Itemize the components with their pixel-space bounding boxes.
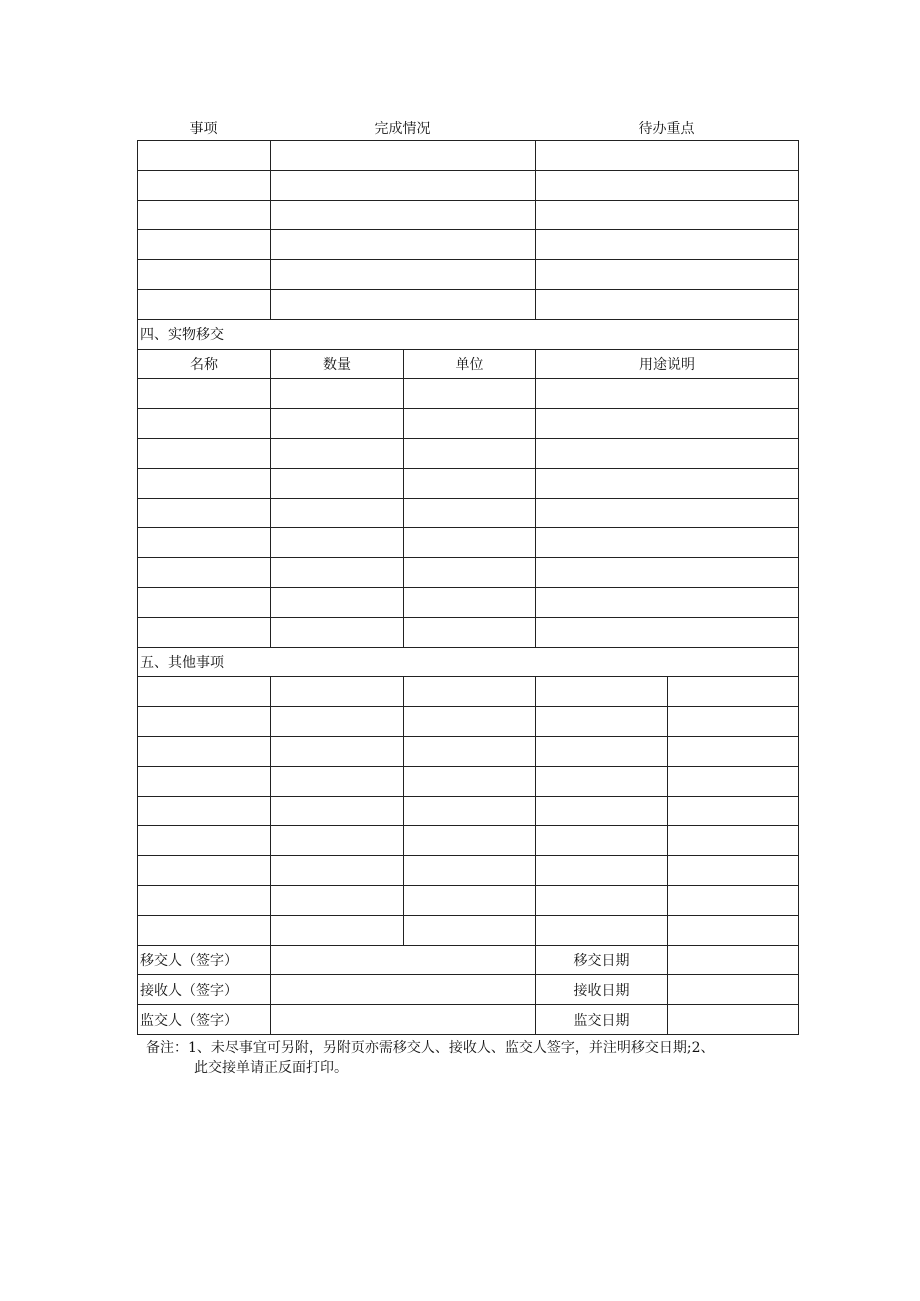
other-cell[interactable] (138, 766, 271, 796)
item-cell[interactable] (138, 587, 271, 617)
other-cell[interactable] (536, 885, 668, 915)
table-row (138, 677, 799, 707)
other-cell[interactable] (271, 856, 404, 886)
other-cell[interactable] (404, 856, 536, 886)
item-cell[interactable] (271, 379, 404, 409)
table-row (138, 915, 799, 945)
other-cell[interactable] (668, 915, 799, 945)
work-cell[interactable] (536, 289, 799, 319)
other-cell[interactable] (536, 677, 668, 707)
item-cell[interactable] (404, 468, 536, 498)
table-row (138, 587, 799, 617)
section-row (138, 319, 799, 349)
item-cell[interactable] (271, 617, 404, 647)
item-cell[interactable] (138, 379, 271, 409)
header-item: 事项 (189, 121, 218, 137)
header-completion: 完成情况 (374, 121, 431, 137)
work-cell[interactable] (536, 170, 799, 200)
other-cell[interactable] (668, 736, 799, 766)
other-cell[interactable] (271, 885, 404, 915)
remark-line-1: 备注：1、未尽事宜可另附，另附页亦需移交人、接收人、监交人签字，并注明移交日期;2、 (146, 1040, 715, 1056)
item-cell[interactable] (271, 409, 404, 439)
header-name: 名称 (138, 349, 271, 379)
other-cell[interactable] (271, 796, 404, 826)
other-cell[interactable] (536, 796, 668, 826)
header-unit: 单位 (404, 349, 536, 379)
item-cell[interactable] (536, 617, 799, 647)
remark-note (146, 1038, 806, 1078)
item-cell[interactable] (536, 498, 799, 528)
table-row (138, 826, 799, 856)
item-cell[interactable] (536, 528, 799, 558)
other-cell[interactable] (668, 885, 799, 915)
item-cell[interactable] (138, 558, 271, 588)
signature-row (138, 945, 799, 975)
table-row (138, 468, 799, 498)
receiver-signature-field[interactable] (271, 975, 536, 1005)
section-title-physical-transfer: 四、实物移交 (138, 319, 799, 349)
table-row (138, 528, 799, 558)
item-cell[interactable] (271, 468, 404, 498)
receiver-label: 接收人（签字） (138, 975, 271, 1005)
table-row (138, 558, 799, 588)
header-row (138, 349, 799, 379)
other-cell[interactable] (668, 677, 799, 707)
other-cell[interactable] (271, 915, 404, 945)
other-cell[interactable] (404, 736, 536, 766)
transfer-date-field[interactable] (668, 945, 799, 975)
item-cell[interactable] (138, 468, 271, 498)
work-cell[interactable] (536, 260, 799, 290)
work-cell[interactable] (271, 260, 536, 290)
work-cell[interactable] (138, 289, 271, 319)
item-cell[interactable] (536, 587, 799, 617)
work-cell[interactable] (536, 141, 799, 171)
other-cell[interactable] (271, 826, 404, 856)
item-cell[interactable] (404, 558, 536, 588)
table-row (138, 289, 799, 319)
other-cell[interactable] (404, 796, 536, 826)
other-cell[interactable] (536, 915, 668, 945)
table-row (138, 230, 799, 260)
work-cell[interactable] (138, 170, 271, 200)
work-cell[interactable] (138, 200, 271, 230)
item-cell[interactable] (138, 438, 271, 468)
other-cell[interactable] (536, 736, 668, 766)
work-cell[interactable] (271, 141, 536, 171)
item-cell[interactable] (138, 498, 271, 528)
item-cell[interactable] (138, 528, 271, 558)
other-cell[interactable] (404, 915, 536, 945)
table-row (138, 200, 799, 230)
table-row (138, 707, 799, 737)
item-cell[interactable] (138, 617, 271, 647)
receive-date-field[interactable] (668, 975, 799, 1005)
table-row (138, 796, 799, 826)
work-cell[interactable] (271, 289, 536, 319)
other-cell[interactable] (138, 856, 271, 886)
other-cell[interactable] (536, 707, 668, 737)
other-cell[interactable] (668, 826, 799, 856)
work-cell[interactable] (536, 200, 799, 230)
other-cell[interactable] (404, 885, 536, 915)
other-cell[interactable] (271, 707, 404, 737)
other-cell[interactable] (138, 677, 271, 707)
other-cell[interactable] (138, 826, 271, 856)
table-row (138, 141, 799, 171)
header-pending: 待办重点 (638, 121, 695, 137)
transfer-date-label: 移交日期 (536, 945, 668, 975)
other-cell[interactable] (138, 707, 271, 737)
other-cell[interactable] (536, 826, 668, 856)
other-cell[interactable] (138, 915, 271, 945)
work-cell[interactable] (271, 200, 536, 230)
item-cell[interactable] (271, 587, 404, 617)
item-cell[interactable] (404, 528, 536, 558)
work-cell[interactable] (138, 141, 271, 171)
other-cell[interactable] (668, 707, 799, 737)
signature-row (138, 975, 799, 1005)
item-cell[interactable] (536, 438, 799, 468)
item-cell[interactable] (138, 409, 271, 439)
work-cell[interactable] (271, 170, 536, 200)
supervisor-signature-field[interactable] (271, 1005, 536, 1035)
item-cell[interactable] (404, 379, 536, 409)
other-cell[interactable] (404, 677, 536, 707)
other-cell[interactable] (536, 856, 668, 886)
handover-table (137, 140, 799, 1035)
work-cell[interactable] (536, 230, 799, 260)
other-cell[interactable] (271, 677, 404, 707)
other-cell[interactable] (404, 826, 536, 856)
item-cell[interactable] (404, 409, 536, 439)
remark-line-2: 此交接单请正反面打印。 (194, 1060, 348, 1076)
item-cell[interactable] (404, 587, 536, 617)
section-title-other-items: 五、其他事项 (138, 647, 799, 677)
table-row (138, 260, 799, 290)
transferor-label: 移交人（签字） (138, 945, 271, 975)
item-cell[interactable] (271, 498, 404, 528)
supervisor-label: 监交人（签字） (138, 1005, 271, 1035)
other-cell[interactable] (668, 766, 799, 796)
other-cell[interactable] (271, 736, 404, 766)
table-row (138, 856, 799, 886)
other-cell[interactable] (138, 885, 271, 915)
table-row (138, 498, 799, 528)
header-quantity: 数量 (271, 349, 404, 379)
table-row (138, 379, 799, 409)
item-cell[interactable] (404, 498, 536, 528)
item-cell[interactable] (404, 438, 536, 468)
supervise-date-field[interactable] (668, 1005, 799, 1035)
receive-date-label: 接收日期 (536, 975, 668, 1005)
transferor-signature-field[interactable] (271, 945, 536, 975)
table-row (138, 409, 799, 439)
other-cell[interactable] (668, 796, 799, 826)
table-row (138, 736, 799, 766)
other-cell[interactable] (138, 736, 271, 766)
item-cell[interactable] (536, 379, 799, 409)
header-usage: 用途说明 (536, 349, 799, 379)
table-row (138, 170, 799, 200)
other-cell[interactable] (138, 796, 271, 826)
other-cell[interactable] (536, 766, 668, 796)
work-cell[interactable] (138, 230, 271, 260)
item-cell[interactable] (271, 528, 404, 558)
item-cell[interactable] (536, 468, 799, 498)
table-row (138, 885, 799, 915)
table-row (138, 766, 799, 796)
other-cell[interactable] (668, 856, 799, 886)
table-row (138, 438, 799, 468)
section-row (138, 647, 799, 677)
work-cell[interactable] (271, 230, 536, 260)
work-cell[interactable] (138, 260, 271, 290)
item-cell[interactable] (536, 558, 799, 588)
supervise-date-label: 监交日期 (536, 1005, 668, 1035)
work-table-headers (137, 112, 798, 140)
item-cell[interactable] (536, 409, 799, 439)
item-cell[interactable] (271, 438, 404, 468)
other-cell[interactable] (404, 707, 536, 737)
signature-row (138, 1005, 799, 1035)
other-cell[interactable] (271, 766, 404, 796)
item-cell[interactable] (404, 617, 536, 647)
table-row (138, 617, 799, 647)
other-cell[interactable] (404, 766, 536, 796)
item-cell[interactable] (271, 558, 404, 588)
